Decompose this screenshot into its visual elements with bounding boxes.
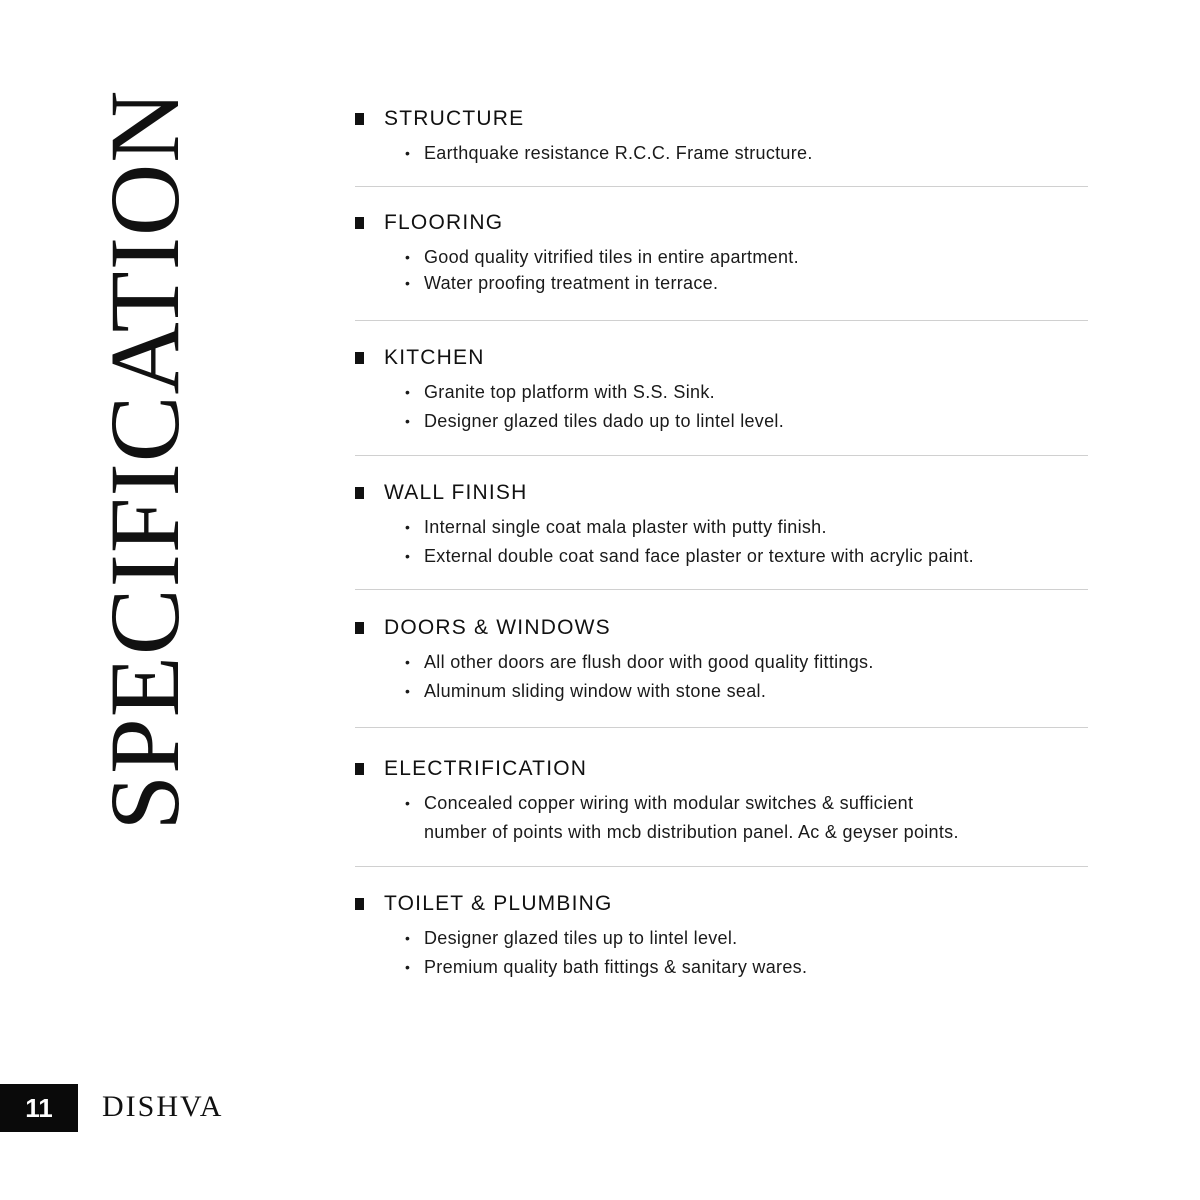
list-item-text: Water proofing treatment in terrace. — [424, 273, 719, 293]
dot-bullet-icon: • — [405, 275, 411, 291]
section-header — [355, 107, 524, 131]
dot-bullet-icon: • — [405, 654, 411, 670]
divider — [355, 589, 1088, 590]
dot-bullet-icon: • — [405, 683, 411, 699]
list-item-text: Concealed copper wiring with modular switches & sufficient — [424, 793, 914, 813]
dot-bullet-icon: • — [405, 519, 411, 535]
square-bullet-icon — [355, 113, 364, 125]
list-item-text: Aluminum sliding window with stone seal. — [424, 681, 767, 701]
dot-bullet-icon: • — [405, 548, 411, 564]
section-header — [355, 211, 503, 235]
dot-bullet-icon: • — [405, 413, 411, 429]
square-bullet-icon — [355, 487, 364, 499]
section-header — [355, 892, 613, 916]
dot-bullet-icon: • — [405, 384, 411, 400]
list-item-text: Designer glazed tiles dado up to lintel level. — [424, 411, 785, 431]
section-title: FLOORING — [384, 211, 504, 234]
page-title: SPECIFICATION — [89, 89, 200, 831]
section-title: DOORS & WINDOWS — [384, 616, 611, 639]
square-bullet-icon — [355, 622, 364, 634]
list-item-text: Premium quality bath fittings & sanitary wares. — [424, 957, 808, 977]
square-bullet-icon — [355, 898, 364, 910]
brand-name: DISHVA — [102, 1090, 224, 1123]
square-bullet-icon — [355, 352, 364, 364]
dot-bullet-icon: • — [405, 930, 411, 946]
square-bullet-icon — [355, 763, 364, 775]
section-title: STRUCTURE — [384, 107, 525, 130]
page-number: 11 — [25, 1092, 53, 1123]
section-header — [355, 346, 485, 370]
section-title: ELECTRIFICATION — [384, 757, 588, 780]
dot-bullet-icon: • — [405, 249, 411, 265]
square-bullet-icon — [355, 217, 364, 229]
section-header — [355, 616, 611, 640]
list-item-text: number of points with mcb distribution panel. Ac & geyser points. — [424, 822, 959, 842]
section-title: TOILET & PLUMBING — [384, 892, 613, 915]
divider — [355, 186, 1088, 187]
divider — [355, 455, 1088, 456]
dot-bullet-icon: • — [405, 959, 411, 975]
dot-bullet-icon: • — [405, 145, 411, 161]
list-item-text: All other doors are flush door with good quality fittings. — [424, 652, 874, 672]
section-header — [355, 757, 587, 781]
list-item-text: Earthquake resistance R.C.C. Frame structure. — [424, 143, 813, 163]
section-header — [355, 481, 528, 505]
divider — [355, 320, 1088, 321]
dot-bullet-icon: • — [405, 795, 411, 811]
section-title: KITCHEN — [384, 346, 485, 369]
divider — [355, 866, 1088, 867]
page-number-badge — [0, 1084, 78, 1132]
divider — [355, 727, 1088, 728]
list-item-text: Granite top platform with S.S. Sink. — [424, 382, 715, 402]
list-item-text: Internal single coat mala plaster with putty finish. — [424, 517, 827, 537]
section-title: WALL FINISH — [384, 481, 528, 504]
list-item-text: External double coat sand face plaster or texture with acrylic paint. — [424, 546, 974, 566]
list-item-text: Good quality vitrified tiles in entire apartment. — [424, 247, 799, 267]
list-item-text: Designer glazed tiles up to lintel level. — [424, 928, 738, 948]
